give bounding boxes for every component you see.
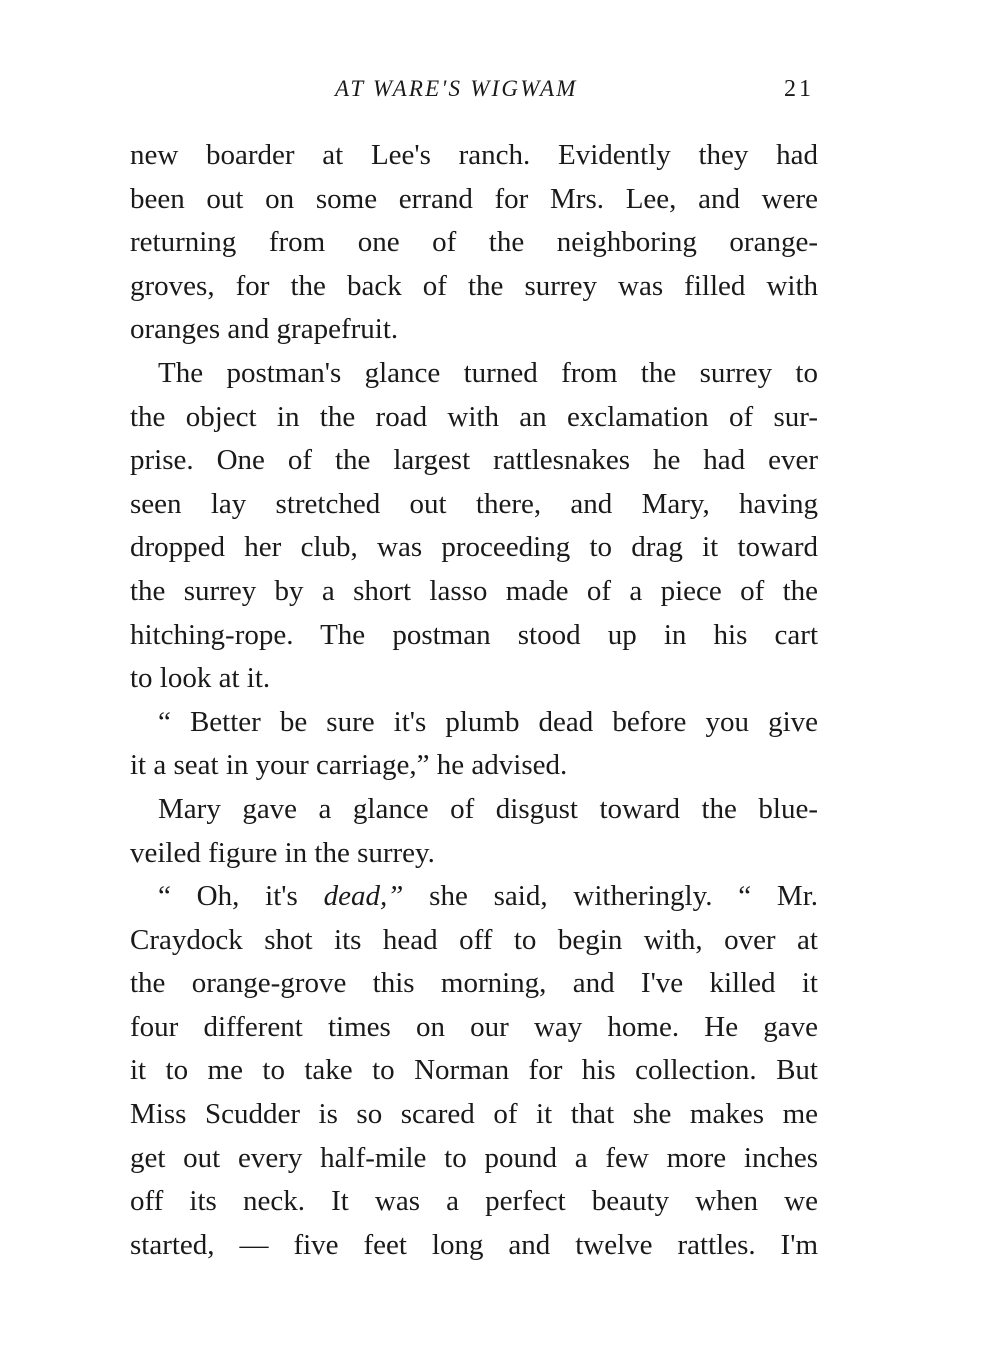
text-line: the orange-grove this morning, and I've killed it (130, 967, 818, 1000)
text-segment: she said, witheringly. “ Mr. (429, 880, 819, 913)
text-line: dropped her club, was proceeding to drag it toward (130, 531, 818, 564)
text-line: started, — five feet long and twelve rattles. I'm (130, 1228, 818, 1261)
body-text (130, 134, 818, 1267)
text-line: seen lay stretched out there, and Mary, having (130, 487, 818, 520)
paragraph-4 (130, 788, 818, 875)
text-segment: “ Oh, it's (158, 880, 298, 913)
text-line: veiled figure in the surrey. (130, 836, 435, 869)
paragraph-1 (130, 134, 818, 352)
page-number: 21 (784, 76, 814, 102)
text-line: four different times on our way home. He gave (130, 1010, 818, 1043)
text-line: The postman's glance turned from the surrey to (158, 356, 818, 389)
running-title: AT WARE'S WIGWAM (335, 76, 578, 101)
text-line: been out on some errand for Mrs. Lee, and were (130, 182, 818, 215)
text-line: to look at it. (130, 662, 271, 695)
text-line: Mary gave a glance of disgust toward the blue- (158, 792, 818, 825)
text-line (130, 875, 818, 919)
paragraph-5 (130, 875, 818, 1267)
text-line: prise. One of the largest rattlesnakes he had ever (130, 444, 818, 477)
text-line: get out every half-mile to pound a few more inches (130, 1141, 818, 1174)
text-line: Miss Scudder is so scared of it that she makes me (130, 1098, 818, 1131)
paragraph-3 (130, 701, 818, 788)
text-line: the object in the road with an exclamation of sur- (130, 400, 818, 433)
text-line: off its neck. It was a perfect beauty when we (130, 1185, 818, 1218)
paragraph-2 (130, 352, 818, 701)
text-line: returning from one of the neighboring orange- (130, 226, 818, 259)
text-line: hitching-rope. The postman stood up in his cart (130, 618, 818, 651)
text-line: “ Better be sure it's plumb dead before you give (158, 705, 818, 738)
running-head (0, 72, 1000, 106)
text-line: Craydock shot its head off to begin with, over at (130, 923, 818, 956)
text-line: groves, for the back of the surrey was filled with (130, 269, 818, 302)
text-line: it to me to take to Norman for his collection. But (130, 1054, 818, 1087)
italic-word: dead,” (323, 880, 404, 913)
text-line: oranges and grapefruit. (130, 313, 399, 346)
text-line: the surrey by a short lasso made of a piece of the (130, 574, 818, 607)
text-line: it a seat in your carriage,” he advised. (130, 749, 568, 782)
text-line: new boarder at Lee's ranch. Evidently they had (130, 139, 818, 171)
